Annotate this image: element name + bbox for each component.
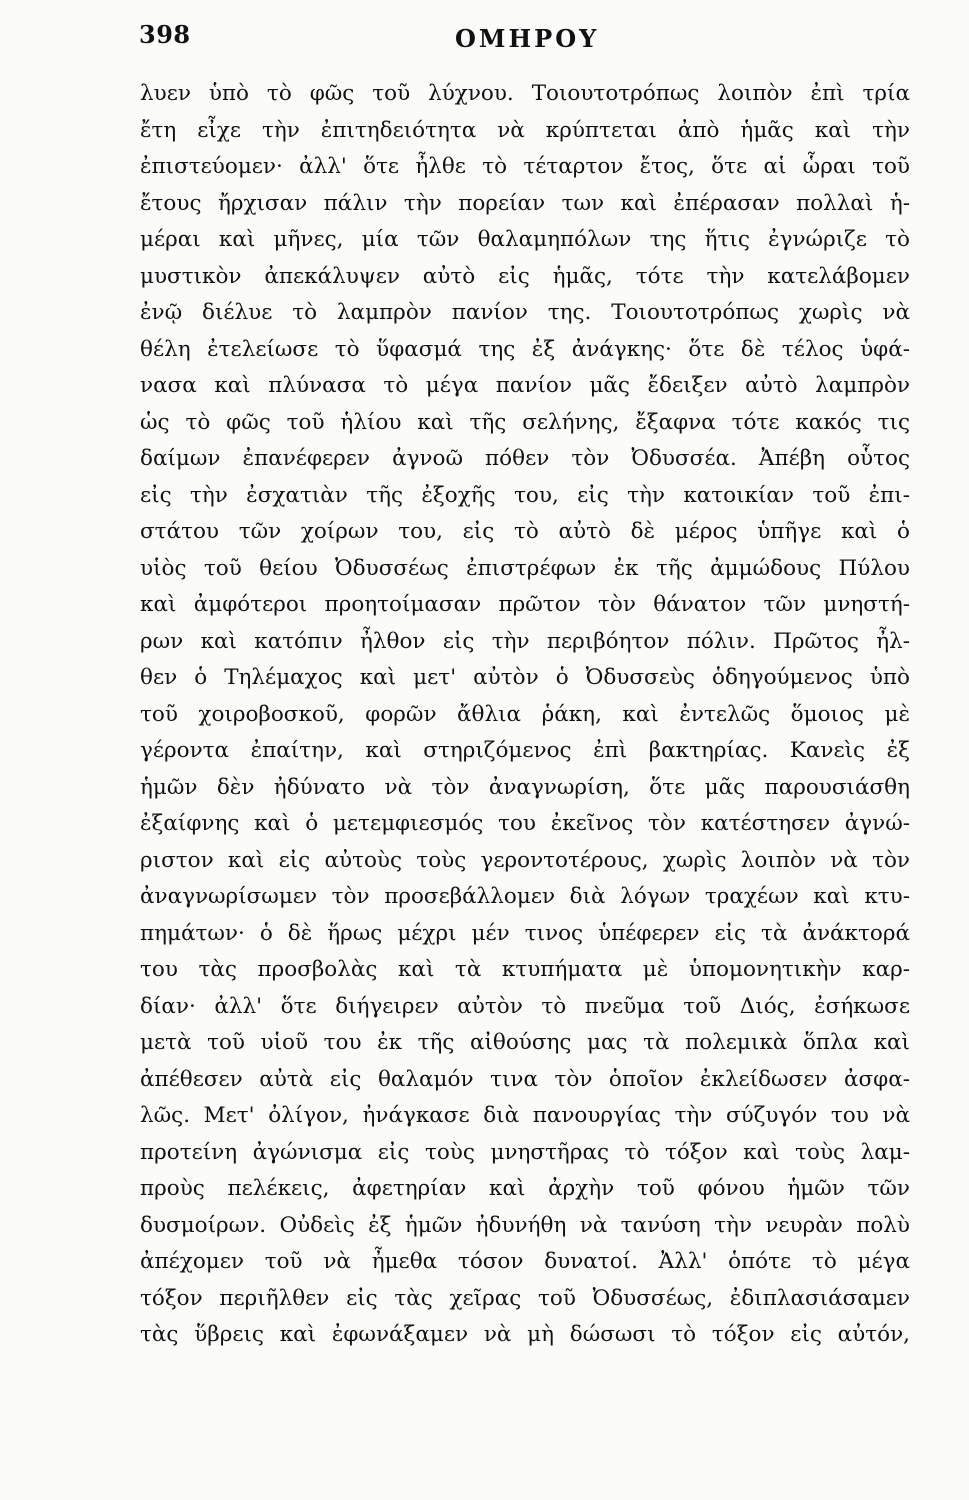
text-line: ἐπιστεύομεν· ἀλλ' ὅτε ἦλθε τὸ τέταρτον ἔτος, ὅτε αἱ ὧραι τοῦ — [140, 154, 910, 179]
text-line: τόξον περιῆλθεν εἰς τὰς χεῖρας τοῦ Ὀδυσσέως, ἐδιπλασιάσαμεν — [140, 1285, 910, 1311]
text-line: νασα καὶ πλύνασα τὸ μέγα πανίον μᾶς ἔδειξεν αὐτὸ λαμπρὸν — [140, 373, 910, 398]
body-text — [140, 76, 910, 1456]
text-line: τὰς ὕβρεις καὶ ἐφωνάξαμεν νὰ μὴ δώσωσι τὸ τόξον εἰς αὐτόν, — [140, 1322, 910, 1347]
text-line: πημάτων· ὁ δὲ ἥρως μέχρι μέν τινος ὑπέφερεν εἰς τὰ ἀνάκτορά — [140, 920, 910, 946]
text-line: ὡς τὸ φῶς τοῦ ἡλίου καὶ τῆς σελήνης, ἔξαφνα τότε κακός τις — [140, 409, 910, 435]
text-line: ἀναγνωρίσωμεν τὸν προσεβάλλομεν διὰ λόγων τραχέων καὶ κτυ- — [140, 884, 910, 909]
text-line: ἡμῶν δὲν ἠδύνατο νὰ τὸν ἀναγνωρίση, ὅτε μᾶς παρουσιάσθη — [140, 774, 910, 800]
text-line: υἱὸς τοῦ θείου Ὀδυσσέως ἐπιστρέφων ἐκ τῆς ἀμμώδους Πύλου — [140, 555, 910, 581]
text-line: προτείνη ἀγώνισμα εἰς τοὺς μνηστῆρας τὸ τόξον καὶ τοὺς λαμ- — [140, 1139, 910, 1165]
running-head: ΟΜΗΡΟΥ — [455, 24, 600, 53]
text-line: εἰς τὴν ἐσχατιὰν τῆς ἐξοχῆς του, εἰς τὴν κατοικίαν τοῦ ἐπι- — [140, 482, 910, 508]
text-line: ἀπέχομεν τοῦ νὰ ἦμεθα τόσον δυνατοί. Ἀλλ' ὁπότε τὸ μέγα — [140, 1249, 910, 1274]
text-line: προὺς πελέκεις, ἀφετηρίαν καὶ ἀρχὴν τοῦ φόνου ἡμῶν τῶν — [140, 1176, 910, 1201]
text-line: λῶς. Μετ' ὀλίγον, ἠνάγκασε διὰ πανουργίας τὴν σύζυγόν του νὰ — [140, 1103, 910, 1128]
text-line: δίαν· ἀλλ' ὅτε διήγειρεν αὐτὸν τὸ πνεῦμα τοῦ Διός, ἐσήκωσε — [140, 993, 910, 1019]
text-line: δαίμων ἐπανέφερεν ἀγνοῶ πόθεν τὸν Ὀδυσσέα. Ἀπέβη οὗτος — [140, 446, 910, 471]
text-line: δυσμοίρων. Οὐδεὶς ἐξ ἡμῶν ἠδυνήθη νὰ τανύση τὴν νευρὰν πολὺ — [140, 1212, 910, 1238]
text-line: μετὰ τοῦ υἱοῦ του ἐκ τῆς αἰθούσης μας τὰ πολεμικὰ ὅπλα καὶ — [140, 1030, 910, 1055]
text-line: ἔτους ἤρχισαν πάλιν τὴν πορείαν των καὶ ἐπέρασαν πολλαὶ ἡ- — [140, 190, 910, 216]
text-line: γέροντα ἐπαίτην, καὶ στηριζόμενος ἐπὶ βακτηρίας. Κανεὶς ἐξ — [140, 738, 910, 763]
text-line: ἐνῷ διέλυε τὸ λαμπρὸν πανίον της. Τοιουτοτρόπως χωρὶς νὰ — [140, 300, 910, 325]
text-line: μέραι καὶ μῆνες, μία τῶν θαλαμηπόλων της ἥτις ἐγνώριζε τὸ — [140, 227, 910, 252]
text-line: καὶ ἀμφότεροι προητοίμασαν πρῶτον τὸν θάνατον τῶν μνηστή- — [140, 592, 910, 617]
text-line: ριστον καὶ εἰς αὐτοὺς τοὺς γεροντοτέρους, χωρὶς λοιπὸν νὰ τὸν — [140, 847, 910, 873]
text-line: θεν ὁ Τηλέμαχος καὶ μετ' αὐτὸν ὁ Ὀδυσσεὺς ὁδηγούμενος ὑπὸ — [140, 665, 910, 690]
text-line: μυστικὸν ἀπεκάλυψεν αὐτὸ εἰς ἡμᾶς, τότε τὴν κατελάβομεν — [140, 263, 910, 289]
text-line: θέλη ἐτελείωσε τὸ ὕφασμά της ἐξ ἀνάγκης· ὅτε δὲ τέλος ὑφά- — [140, 336, 910, 362]
text-line: ρων καὶ κατόπιν ἦλθον εἰς τὴν περιβόητον πόλιν. Πρῶτος ἦλ- — [140, 628, 910, 654]
page-number: 398 — [139, 20, 191, 49]
text-line: ἀπέθεσεν αὐτὰ εἰς θαλαμόν τινα τὸν ὁποῖον ἐκλείδωσεν ἀσφα- — [140, 1066, 910, 1092]
text-line: του τὰς προσβολὰς καὶ τὰ κτυπήματα μὲ ὑπομονητικὴν καρ- — [140, 957, 910, 982]
text-line: λυεν ὑπὸ τὸ φῶς τοῦ λύχνου. Τοιουτοτρόπως λοιπὸν ἐπὶ τρία — [140, 81, 910, 106]
text-line: τοῦ χοιροβοσκοῦ, φορῶν ἄθλια ῥάκη, καὶ ἐντελῶς ὅμοιος μὲ — [140, 701, 910, 727]
text-line: στάτου τῶν χοίρων του, εἰς τὸ αὐτὸ δὲ μέρος ὑπῆγε καὶ ὁ — [140, 519, 910, 544]
page-header — [137, 18, 907, 58]
text-line: ἐξαίφνης καὶ ὁ μετεμφιεσμός του ἐκεῖνος τὸν κατέστησεν ἀγνώ- — [140, 811, 910, 836]
text-line: ἔτη εἶχε τὴν ἐπιτηδειότητα νὰ κρύπτεται ἀπὸ ἡμᾶς καὶ τὴν — [140, 117, 910, 143]
